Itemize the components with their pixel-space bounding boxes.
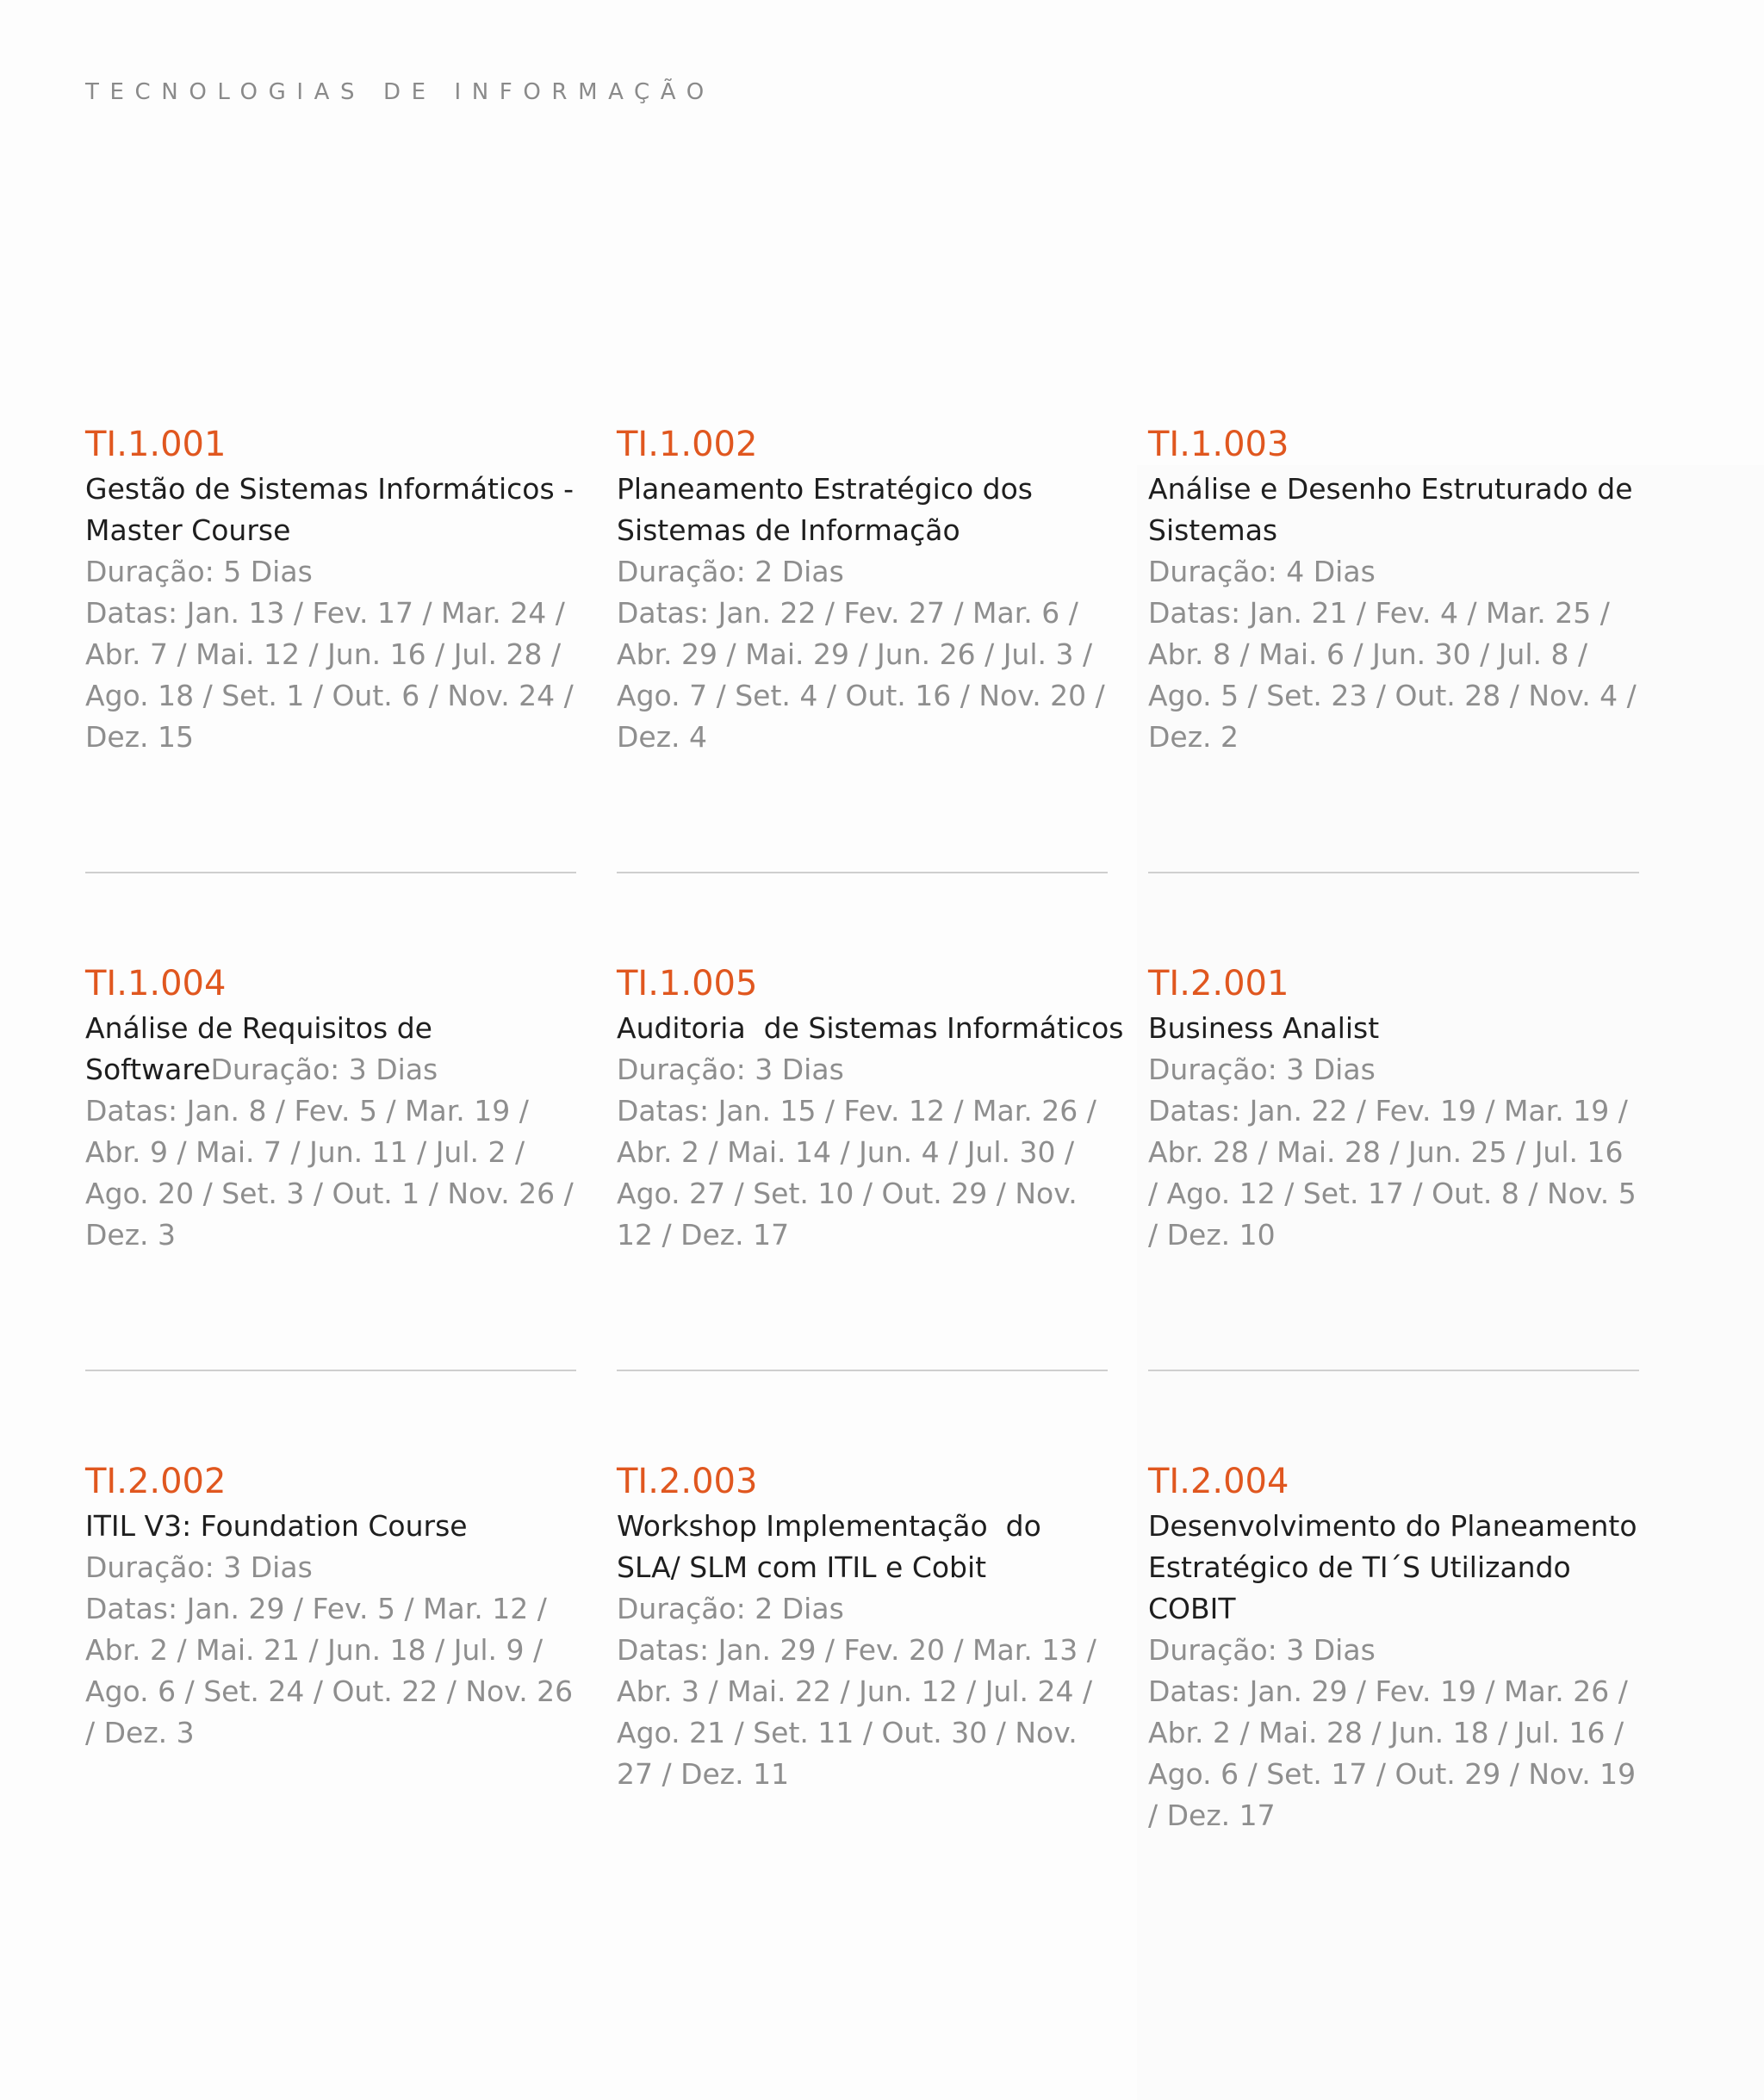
course-grid bbox=[85, 420, 1640, 1832]
divider bbox=[85, 1370, 576, 1371]
course-dates: Datas: Jan. 13 / Fev. 17 / Mar. 24 / Abr. 7 / Mai. 12 / Jun. 16 / Jul. 28 / Ago. 18 / Set. 1 / Out. 6 / Nov. 24 / Dez. 15 bbox=[85, 596, 574, 754]
course-duration: Duração: 3 Dias bbox=[85, 1550, 313, 1584]
divider bbox=[617, 1370, 1108, 1371]
course-code: TI.1.005 bbox=[617, 964, 758, 1003]
course-duration: Duração: 3 Dias bbox=[1148, 1053, 1376, 1086]
course-code: TI.2.004 bbox=[1148, 1462, 1289, 1501]
course-code: TI.2.001 bbox=[1148, 964, 1289, 1003]
course-title: Gestão de Sistemas Informáticos - Master Course bbox=[85, 472, 575, 547]
course-duration: Duração: 3 Dias bbox=[1148, 1633, 1376, 1667]
divider bbox=[1148, 872, 1639, 873]
course-dates: Datas: Jan. 22 / Fev. 19 / Mar. 19 / Abr. 28 / Mai. 28 / Jun. 25 / Jul. 16 / Ago. 12 / Set. 17 / Out. 8 / Nov. 5 / Dez. 10 bbox=[1148, 1094, 1637, 1252]
course-title: Análise e Desenho Estruturado de Sistemas bbox=[1148, 472, 1633, 547]
course-duration: Duração: 3 Dias bbox=[617, 1053, 844, 1086]
course-dates: Datas: Jan. 22 / Fev. 27 / Mar. 6 / Abr. 29 / Mai. 29 / Jun. 26 / Jul. 3 / Ago. 7 / Set. 4 / Out. 16 / Nov. 20 / Dez. 4 bbox=[617, 596, 1105, 754]
course-card bbox=[617, 1457, 1108, 1795]
course-title: ITIL V3: Foundation Course bbox=[85, 1509, 468, 1543]
course-card bbox=[1148, 1457, 1639, 1836]
course-card bbox=[1148, 420, 1639, 758]
course-title: Planeamento Estratégico dos Sistemas de Informação bbox=[617, 472, 1033, 547]
course-card bbox=[85, 960, 576, 1256]
course-duration: Duração: 4 Dias bbox=[1148, 555, 1376, 588]
course-duration: Duração: 2 Dias bbox=[617, 555, 844, 588]
course-code: TI.2.003 bbox=[617, 1462, 758, 1501]
course-title: Business Analist bbox=[1148, 1011, 1380, 1045]
course-code: TI.1.001 bbox=[85, 425, 227, 464]
divider bbox=[617, 872, 1108, 873]
course-card bbox=[85, 1457, 576, 1754]
course-code: TI.1.003 bbox=[1148, 425, 1289, 464]
course-duration: Duração: 2 Dias bbox=[617, 1592, 844, 1625]
course-title: Workshop Implementação do SLA/ SLM com ITIL e Cobit bbox=[617, 1509, 1051, 1584]
course-dates: Datas: Jan. 21 / Fev. 4 / Mar. 25 / Abr. 8 / Mai. 6 / Jun. 30 / Jul. 8 / Ago. 5 / Set. 23 / Out. 28 / Nov. 4 / Dez. 2 bbox=[1148, 596, 1637, 754]
course-card bbox=[85, 420, 576, 758]
course-title: Desenvolvimento do Planeamento Estratégico de TI´S Utilizando COBIT bbox=[1148, 1509, 1637, 1625]
course-dates: Datas: Jan. 15 / Fev. 12 / Mar. 26 / Abr. 2 / Mai. 14 / Jun. 4 / Jul. 30 / Ago. 27 / Set. 10 / Out. 29 / Nov. 12 / Dez. 17 bbox=[617, 1094, 1096, 1252]
course-dates: Datas: Jan. 8 / Fev. 5 / Mar. 19 / Abr. 9 / Mai. 7 / Jun. 11 / Jul. 2 / Ago. 20 / Set. 3 / Out. 1 / Nov. 26 / Dez. 3 bbox=[85, 1094, 574, 1252]
divider bbox=[85, 872, 576, 873]
course-dates: Datas: Jan. 29 / Fev. 19 / Mar. 26 / Abr. 2 / Mai. 28 / Jun. 18 / Jul. 16 / Ago. 6 / Set. 17 / Out. 29 / Nov. 19 / Dez. 17 bbox=[1148, 1674, 1637, 1832]
course-code: TI.1.002 bbox=[617, 425, 758, 464]
course-card bbox=[1148, 960, 1639, 1256]
course-title: Auditoria de Sistemas Informáticos bbox=[617, 1011, 1124, 1045]
course-card bbox=[617, 420, 1108, 758]
course-code: TI.1.004 bbox=[85, 964, 227, 1003]
course-duration: Duração: 3 Dias bbox=[210, 1053, 438, 1086]
course-title-text: Análise de Requisitos de Software bbox=[85, 1011, 432, 1086]
course-duration: Duração: 5 Dias bbox=[85, 555, 313, 588]
course-title bbox=[85, 1008, 576, 1090]
course-code: TI.2.002 bbox=[85, 1462, 227, 1501]
divider bbox=[1148, 1370, 1639, 1371]
course-card bbox=[617, 960, 1124, 1256]
course-dates: Datas: Jan. 29 / Fev. 20 / Mar. 13 / Abr. 3 / Mai. 22 / Jun. 12 / Jul. 24 / Ago. 21 / Set. 11 / Out. 30 / Nov. 27 / Dez. 11 bbox=[617, 1633, 1096, 1791]
section-header: TECNOLOGIAS DE INFORMAÇÃO bbox=[85, 79, 715, 105]
course-dates: Datas: Jan. 29 / Fev. 5 / Mar. 12 / Abr. 2 / Mai. 21 / Jun. 18 / Jul. 9 / Ago. 6 / Set. 24 / Out. 22 / Nov. 26 / Dez. 3 bbox=[85, 1592, 574, 1749]
